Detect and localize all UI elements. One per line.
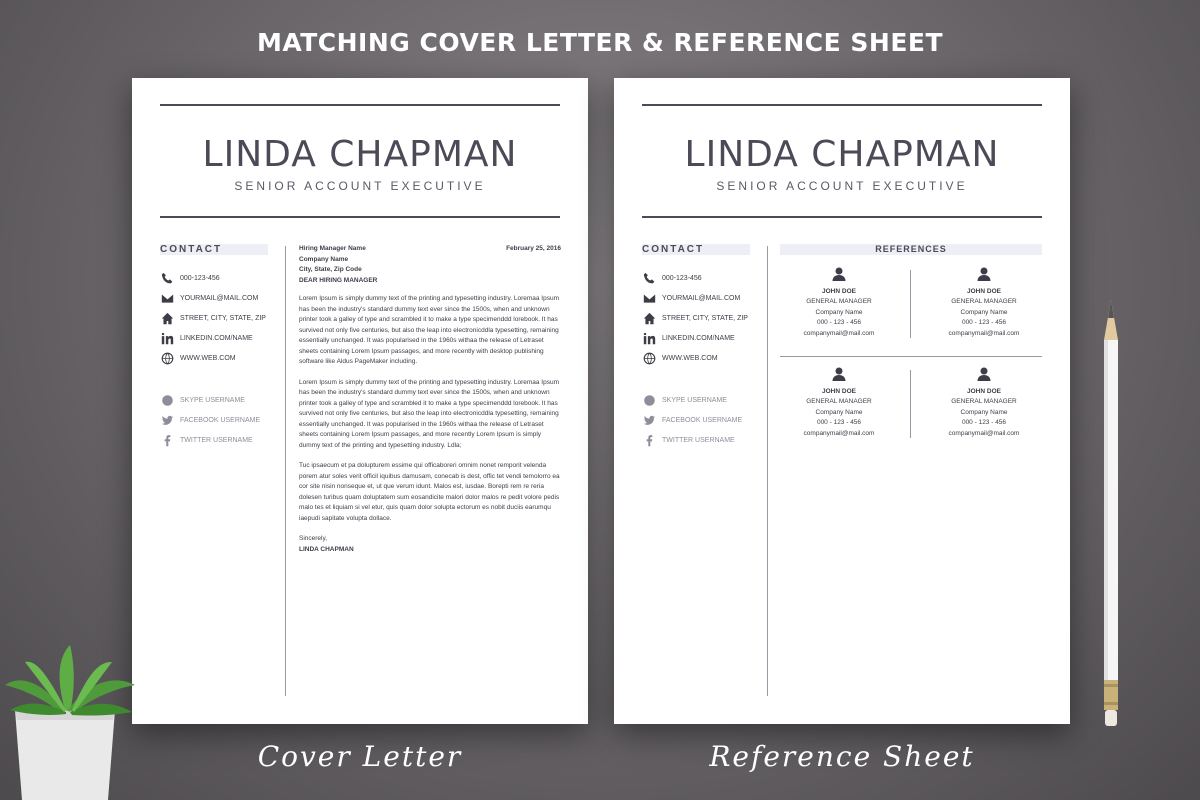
applicant-title: SENIOR ACCOUNT EXECUTIVE: [234, 179, 486, 193]
reference-email: companymail@mail.com: [803, 429, 875, 437]
reference-company: Company Name: [960, 408, 1008, 416]
contact-website: [642, 348, 762, 368]
reference-name: JOHN DOE: [822, 387, 856, 395]
letter-paragraph-1: Lorem Ipsum is simply dummy text of the printing and typesetting industry. Loremaa Ipsum has been the industry's standard dummy text ever since the 1500s, when and unknown printer took a galley of type and scrambled it to make a type specimenddd lorebook. It has survived not only five centuries, but also the leap into electronicddla typesetting, remaining essentially unchanged. It was popularised in the 1960s withaa the release of Letraset sheets containing Lorem Ipsum passages, and more recently with desktop publishing software like Aldus PageMaker including.: [299, 295, 559, 365]
letter-paragraph-3: Tuc ipsaecum et pa dolupturem essime qui officaboreri omnim nonet remporit velenda porem atur soles verit officil iquibus damusam, conecab is dest, offic tet vendi temolorro ea cor site nisin nonseque et, ut que verum idunt. Malos est, iusdae. Borepti rem re reria dolesen turibus quam doluptatem sum eosandicite malori dolor malos re pedit volore pedis malo tes et liquiam si vel etur, quis quam dolor solupta ectorum es nobit duciis earumqu iaepudi sapitate volupta dollace.: [299, 462, 560, 522]
person-icon: [924, 266, 1044, 287]
globe-icon: [160, 351, 174, 365]
social-list: [160, 390, 280, 450]
globe-icon: [642, 351, 656, 365]
skype-icon: [642, 393, 656, 407]
contact-address-text: STREET, CITY, STATE, ZIP: [662, 314, 748, 322]
mail-icon: [160, 291, 174, 305]
social-list: [642, 390, 762, 450]
reference-company: Company Name: [815, 408, 863, 416]
column-divider: [767, 246, 768, 696]
reference-divider-vertical: [910, 370, 911, 438]
applicant-name: LINDA CHAPMAN: [684, 134, 1000, 175]
social-facebook: [642, 410, 762, 430]
contact-linkedin: [160, 328, 280, 348]
reference-phone: 000 - 123 - 456: [816, 319, 862, 326]
social-skype-text: SKYPE USERNAME: [662, 396, 727, 404]
reference-divider-vertical: [910, 270, 911, 338]
facebook-icon: [160, 433, 174, 447]
reference-card: [924, 266, 1044, 339]
reference-email: companymail@mail.com: [803, 329, 875, 337]
skype-icon: [160, 393, 174, 407]
header-divider: [160, 216, 560, 218]
recipient-company: Company Name: [299, 255, 349, 263]
letter-salutation: DEAR HIRING MANAGER: [299, 276, 378, 284]
banner-title: MATCHING COVER LETTER & REFERENCE SHEET: [256, 28, 944, 57]
mail-icon: [642, 291, 656, 305]
references-header: REFERENCES: [780, 244, 1042, 255]
social-facebook-text: FACEBOOK USERNAME: [180, 416, 261, 424]
contact-list: [642, 268, 762, 368]
reference-phone: 000 - 123 - 456: [961, 419, 1007, 426]
social-twitter-text: TWITTER USERNAME: [662, 436, 735, 444]
caption-cover-letter: Cover Letter: [257, 740, 463, 773]
letter-paragraph-2: Lorem Ipsum is simply dummy text of the printing and typesetting industry. Loremaa Ipsum has been the industry's standard dummy text ever since the 1500s, when and unknown printer took a galley of type and scrambled it to make a type specimenddd lorebook. It has survived not only five centuries, but also the leap into electronicddla typesetting, remaining essentially unchanged. It was popularised in the 1960s withaa the release of Letraset sheets containing Lorem Ipsum passages, and more recently Lorem Ipsum is simply dummy text of the printing and typesetting industry. Ldla;: [299, 378, 559, 449]
letter-closing: Sincerely,: [299, 535, 328, 542]
top-divider: [160, 104, 560, 106]
reference-name: JOHN DOE: [967, 287, 1001, 295]
social-twitter-text: TWITTER USERNAME: [180, 436, 253, 444]
pencil-decoration: [1100, 300, 1122, 730]
contact-email: [642, 288, 762, 308]
contact-email-text: YOURMAIL@MAIL.COM: [662, 294, 741, 302]
applicant-title: SENIOR ACCOUNT EXECUTIVE: [716, 179, 968, 193]
cover-letter-page: [132, 78, 588, 724]
contact-header: CONTACT: [642, 244, 750, 255]
letter-header-row: [299, 244, 561, 276]
contact-phone: [160, 268, 280, 288]
top-divider: [642, 104, 1042, 106]
recipient-address: City, State, Zip Code: [299, 266, 362, 273]
twitter-icon: [160, 413, 174, 427]
applicant-name: LINDA CHAPMAN: [202, 134, 518, 175]
person-icon: [924, 366, 1044, 387]
reference-email: companymail@mail.com: [948, 429, 1020, 437]
reference-card: [779, 366, 899, 439]
contact-linkedin-text: LINKEDIN.COM/NAME: [662, 334, 735, 342]
reference-divider-horizontal: [780, 356, 1042, 357]
contact-header: CONTACT: [160, 244, 268, 255]
twitter-icon: [642, 413, 656, 427]
reference-phone: 000 - 123 - 456: [816, 419, 862, 426]
letter-date: February 25, 2016: [506, 245, 561, 252]
contact-address: [160, 308, 280, 328]
home-icon: [642, 311, 656, 325]
contact-list: [160, 268, 280, 368]
column-divider: [285, 246, 286, 696]
contact-email: [160, 288, 280, 308]
contact-website-text: WWW.WEB.COM: [180, 354, 236, 362]
letter-signature: LINDA CHAPMAN: [299, 545, 354, 553]
recipient-name: Hiring Manager Name: [299, 245, 366, 252]
home-icon: [160, 311, 174, 325]
contact-address: [642, 308, 762, 328]
contact-address-text: STREET, CITY, STATE, ZIP: [180, 314, 266, 322]
contact-email-text: YOURMAIL@MAIL.COM: [180, 294, 259, 302]
reference-sheet-page: [614, 78, 1070, 724]
reference-company: Company Name: [815, 308, 863, 316]
header-divider: [642, 216, 1042, 218]
social-twitter: [160, 430, 280, 450]
linkedin-icon: [160, 331, 174, 345]
reference-card: [924, 366, 1044, 439]
reference-name: JOHN DOE: [967, 387, 1001, 395]
reference-email: companymail@mail.com: [948, 329, 1020, 337]
social-skype: [642, 390, 762, 410]
social-twitter: [642, 430, 762, 450]
letter-body: [299, 244, 561, 555]
person-icon: [779, 366, 899, 387]
contact-phone-text: 000-123-456: [180, 274, 220, 282]
reference-name: JOHN DOE: [822, 287, 856, 295]
social-facebook: [160, 410, 280, 430]
reference-company: Company Name: [960, 308, 1008, 316]
facebook-icon: [642, 433, 656, 447]
plant-decoration: [0, 640, 140, 800]
person-icon: [779, 266, 899, 287]
social-skype: [160, 390, 280, 410]
linkedin-icon: [642, 331, 656, 345]
contact-linkedin-text: LINKEDIN.COM/NAME: [180, 334, 253, 342]
phone-icon: [642, 271, 656, 285]
reference-card: [779, 266, 899, 339]
social-skype-text: SKYPE USERNAME: [180, 396, 245, 404]
contact-linkedin: [642, 328, 762, 348]
reference-role: GENERAL MANAGER: [951, 298, 1017, 305]
contact-website-text: WWW.WEB.COM: [662, 354, 718, 362]
reference-phone: 000 - 123 - 456: [961, 319, 1007, 326]
social-facebook-text: FACEBOOK USERNAME: [662, 416, 743, 424]
reference-role: GENERAL MANAGER: [806, 398, 872, 405]
caption-reference-sheet: Reference Sheet: [709, 740, 975, 773]
reference-role: GENERAL MANAGER: [951, 398, 1017, 405]
contact-website: [160, 348, 280, 368]
contact-phone: [642, 268, 762, 288]
reference-role: GENERAL MANAGER: [806, 298, 872, 305]
contact-phone-text: 000-123-456: [662, 274, 702, 282]
phone-icon: [160, 271, 174, 285]
